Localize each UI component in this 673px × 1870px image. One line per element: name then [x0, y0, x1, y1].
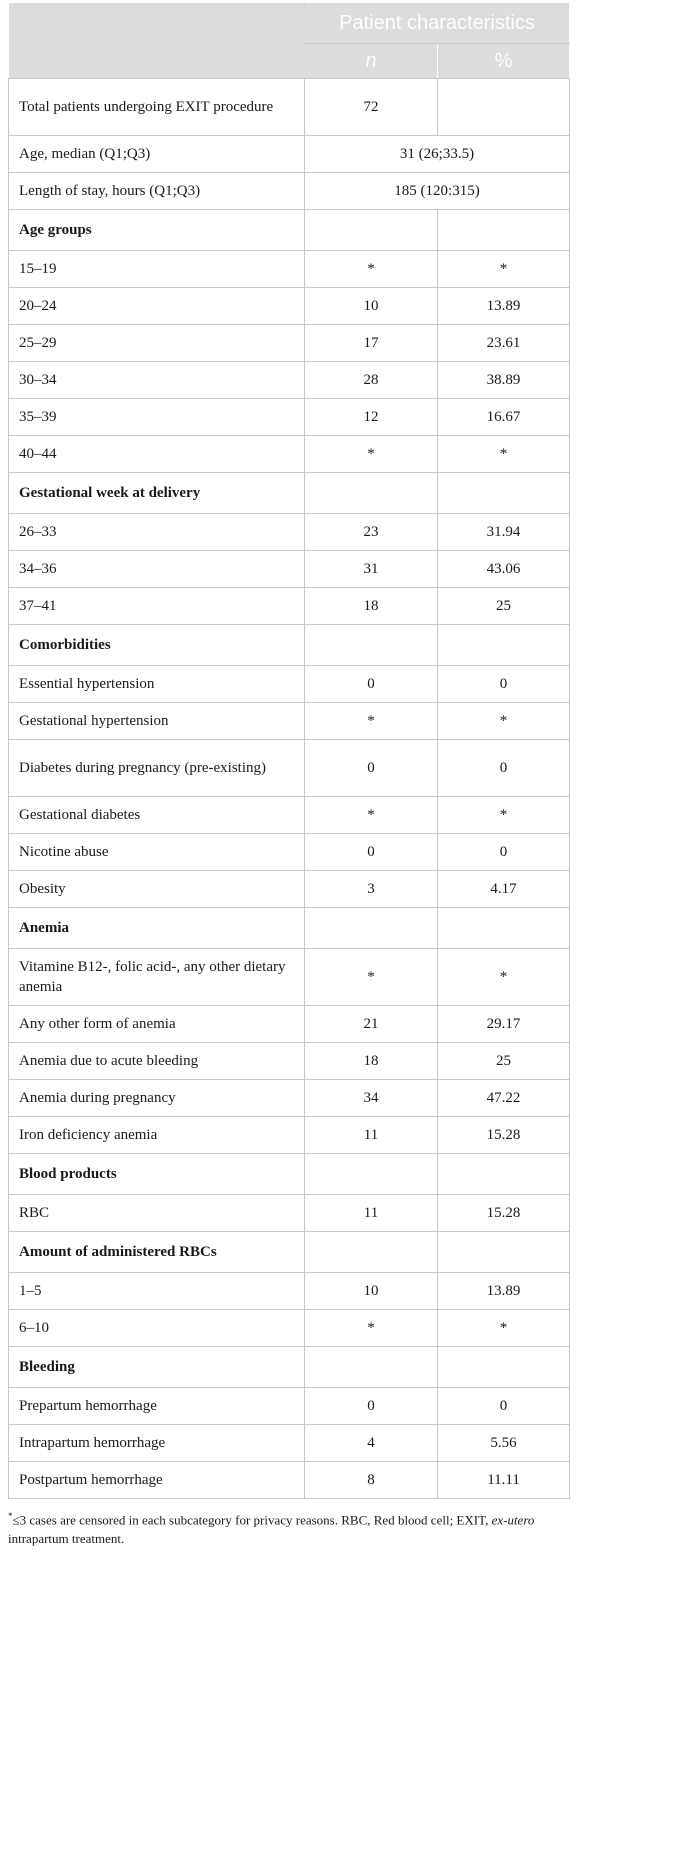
footnote-italic: ex-utero	[491, 1512, 535, 1528]
row-label: 20–24	[9, 288, 305, 325]
cell-pct: 47.22	[438, 1080, 570, 1117]
table-row	[9, 1043, 570, 1080]
cell-n	[305, 1347, 438, 1388]
row-label: RBC	[9, 1195, 305, 1232]
table-row	[9, 288, 570, 325]
cell-pct: 13.89	[438, 288, 570, 325]
row-label: 26–33	[9, 514, 305, 551]
row-label: Gestational diabetes	[9, 797, 305, 834]
cell-pct: *	[438, 436, 570, 473]
table-row	[9, 1117, 570, 1154]
table-row	[9, 1425, 570, 1462]
row-label: Age, median (Q1;Q3)	[9, 136, 305, 173]
cell-n: 11	[305, 1195, 438, 1232]
cell-n	[305, 210, 438, 251]
table-row	[9, 1462, 570, 1499]
header-group-title: Patient characteristics	[305, 3, 570, 44]
cell-n: 8	[305, 1462, 438, 1499]
cell-pct: 38.89	[438, 362, 570, 399]
cell-pct	[438, 908, 570, 949]
category-row	[9, 625, 570, 666]
table-row	[9, 399, 570, 436]
cell-n: 0	[305, 834, 438, 871]
row-label: 30–34	[9, 362, 305, 399]
table-row	[9, 325, 570, 362]
header-blank-cell	[9, 3, 305, 79]
cell-n: *	[305, 703, 438, 740]
row-label: 37–41	[9, 588, 305, 625]
cell-pct	[438, 473, 570, 514]
cell-n	[305, 1154, 438, 1195]
table-row	[9, 949, 570, 1006]
row-label: Diabetes during pregnancy (pre-existing)	[9, 740, 305, 797]
table-body	[9, 79, 570, 1499]
cell-n: 0	[305, 740, 438, 797]
cell-n: *	[305, 436, 438, 473]
table-figure	[0, 2, 673, 1548]
table-header	[9, 3, 570, 79]
category-row	[9, 1347, 570, 1388]
footnote-marker: *	[8, 1511, 13, 1521]
table-row	[9, 797, 570, 834]
table-row	[9, 740, 570, 797]
table-row	[9, 1006, 570, 1043]
category-label: Amount of administered RBCs	[9, 1232, 305, 1273]
cell-pct: 0	[438, 666, 570, 703]
cell-pct: 0	[438, 834, 570, 871]
cell-pct: 23.61	[438, 325, 570, 362]
cell-n: *	[305, 949, 438, 1006]
table-row	[9, 588, 570, 625]
category-label: Blood products	[9, 1154, 305, 1195]
cell-pct	[438, 1347, 570, 1388]
table-row	[9, 251, 570, 288]
cell-pct: 31.94	[438, 514, 570, 551]
category-label: Age groups	[9, 210, 305, 251]
row-label: Iron deficiency anemia	[9, 1117, 305, 1154]
cell-pct: 16.67	[438, 399, 570, 436]
category-row	[9, 210, 570, 251]
table-row	[9, 834, 570, 871]
cell-n: 18	[305, 1043, 438, 1080]
category-label: Comorbidities	[9, 625, 305, 666]
row-label: Length of stay, hours (Q1;Q3)	[9, 173, 305, 210]
cell-pct: 15.28	[438, 1117, 570, 1154]
cell-pct	[438, 625, 570, 666]
category-row	[9, 1154, 570, 1195]
cell-pct: 4.17	[438, 871, 570, 908]
row-label: 15–19	[9, 251, 305, 288]
cell-pct: *	[438, 797, 570, 834]
category-row	[9, 1232, 570, 1273]
cell-pct: *	[438, 949, 570, 1006]
cell-n: 12	[305, 399, 438, 436]
header-col-pct: %	[438, 44, 570, 79]
cell-pct: *	[438, 1310, 570, 1347]
footnote-text-1: ≤3 cases are censored in each subcategory for privacy reasons. RBC, Red blood cell; EXIT,	[12, 1512, 492, 1528]
row-label: Intrapartum hemorrhage	[9, 1425, 305, 1462]
table-row	[9, 666, 570, 703]
cell-n: 28	[305, 362, 438, 399]
summary-value: 31 (26;33.5)	[305, 136, 570, 173]
category-label: Bleeding	[9, 1347, 305, 1388]
cell-n: *	[305, 797, 438, 834]
category-row	[9, 473, 570, 514]
row-label: Vitamine B12-, folic acid-, any other dietary anemia	[9, 949, 305, 1006]
summary-row	[9, 173, 570, 210]
row-label: Gestational hypertension	[9, 703, 305, 740]
row-label: Prepartum hemorrhage	[9, 1388, 305, 1425]
cell-n: *	[305, 1310, 438, 1347]
cell-n: 10	[305, 288, 438, 325]
row-label: Postpartum hemorrhage	[9, 1462, 305, 1499]
cell-pct: *	[438, 251, 570, 288]
cell-pct	[438, 1232, 570, 1273]
cell-n: 17	[305, 325, 438, 362]
cell-n	[305, 908, 438, 949]
cell-pct	[438, 210, 570, 251]
cell-n: 72	[305, 79, 438, 136]
table-row	[9, 362, 570, 399]
header-col-n: n	[305, 44, 438, 79]
category-row	[9, 908, 570, 949]
cell-pct: 29.17	[438, 1006, 570, 1043]
cell-n: 34	[305, 1080, 438, 1117]
cell-n: 18	[305, 588, 438, 625]
row-label: 1–5	[9, 1273, 305, 1310]
row-label: Any other form of anemia	[9, 1006, 305, 1043]
cell-pct: 11.11	[438, 1462, 570, 1499]
row-label: Anemia due to acute bleeding	[9, 1043, 305, 1080]
row-label: 34–36	[9, 551, 305, 588]
row-label: 6–10	[9, 1310, 305, 1347]
cell-pct: *	[438, 703, 570, 740]
cell-pct	[438, 79, 570, 136]
cell-pct: 25	[438, 1043, 570, 1080]
cell-pct: 15.28	[438, 1195, 570, 1232]
cell-n: 31	[305, 551, 438, 588]
summary-value: 185 (120:315)	[305, 173, 570, 210]
table-row	[9, 1310, 570, 1347]
cell-n: 11	[305, 1117, 438, 1154]
row-label: Anemia during pregnancy	[9, 1080, 305, 1117]
table-row	[9, 551, 570, 588]
table-row	[9, 703, 570, 740]
cell-n	[305, 473, 438, 514]
table-row	[9, 436, 570, 473]
cell-n: 10	[305, 1273, 438, 1310]
cell-n	[305, 625, 438, 666]
row-label: 25–29	[9, 325, 305, 362]
cell-pct: 43.06	[438, 551, 570, 588]
row-label: Essential hypertension	[9, 666, 305, 703]
patient-characteristics-table	[8, 2, 570, 1499]
table-row	[9, 1080, 570, 1117]
cell-pct: 0	[438, 740, 570, 797]
row-label: 40–44	[9, 436, 305, 473]
cell-n: 23	[305, 514, 438, 551]
table-row	[9, 79, 570, 136]
cell-n: 0	[305, 666, 438, 703]
row-label: Nicotine abuse	[9, 834, 305, 871]
cell-pct: 13.89	[438, 1273, 570, 1310]
table-row	[9, 1195, 570, 1232]
cell-pct	[438, 1154, 570, 1195]
category-label: Gestational week at delivery	[9, 473, 305, 514]
row-label: 35–39	[9, 399, 305, 436]
cell-n	[305, 1232, 438, 1273]
footnote-text-2: intrapartum treatment.	[8, 1531, 125, 1547]
cell-n: 0	[305, 1388, 438, 1425]
table-row	[9, 1273, 570, 1310]
row-label: Obesity	[9, 871, 305, 908]
table-row	[9, 1388, 570, 1425]
summary-row	[9, 136, 570, 173]
table-footnote	[8, 1507, 569, 1548]
table-row	[9, 514, 570, 551]
category-label: Anemia	[9, 908, 305, 949]
cell-n: 21	[305, 1006, 438, 1043]
table-row	[9, 871, 570, 908]
cell-pct: 0	[438, 1388, 570, 1425]
cell-n: 4	[305, 1425, 438, 1462]
cell-n: 3	[305, 871, 438, 908]
cell-pct: 5.56	[438, 1425, 570, 1462]
cell-pct: 25	[438, 588, 570, 625]
row-label: Total patients undergoing EXIT procedure	[9, 79, 305, 136]
cell-n: *	[305, 251, 438, 288]
